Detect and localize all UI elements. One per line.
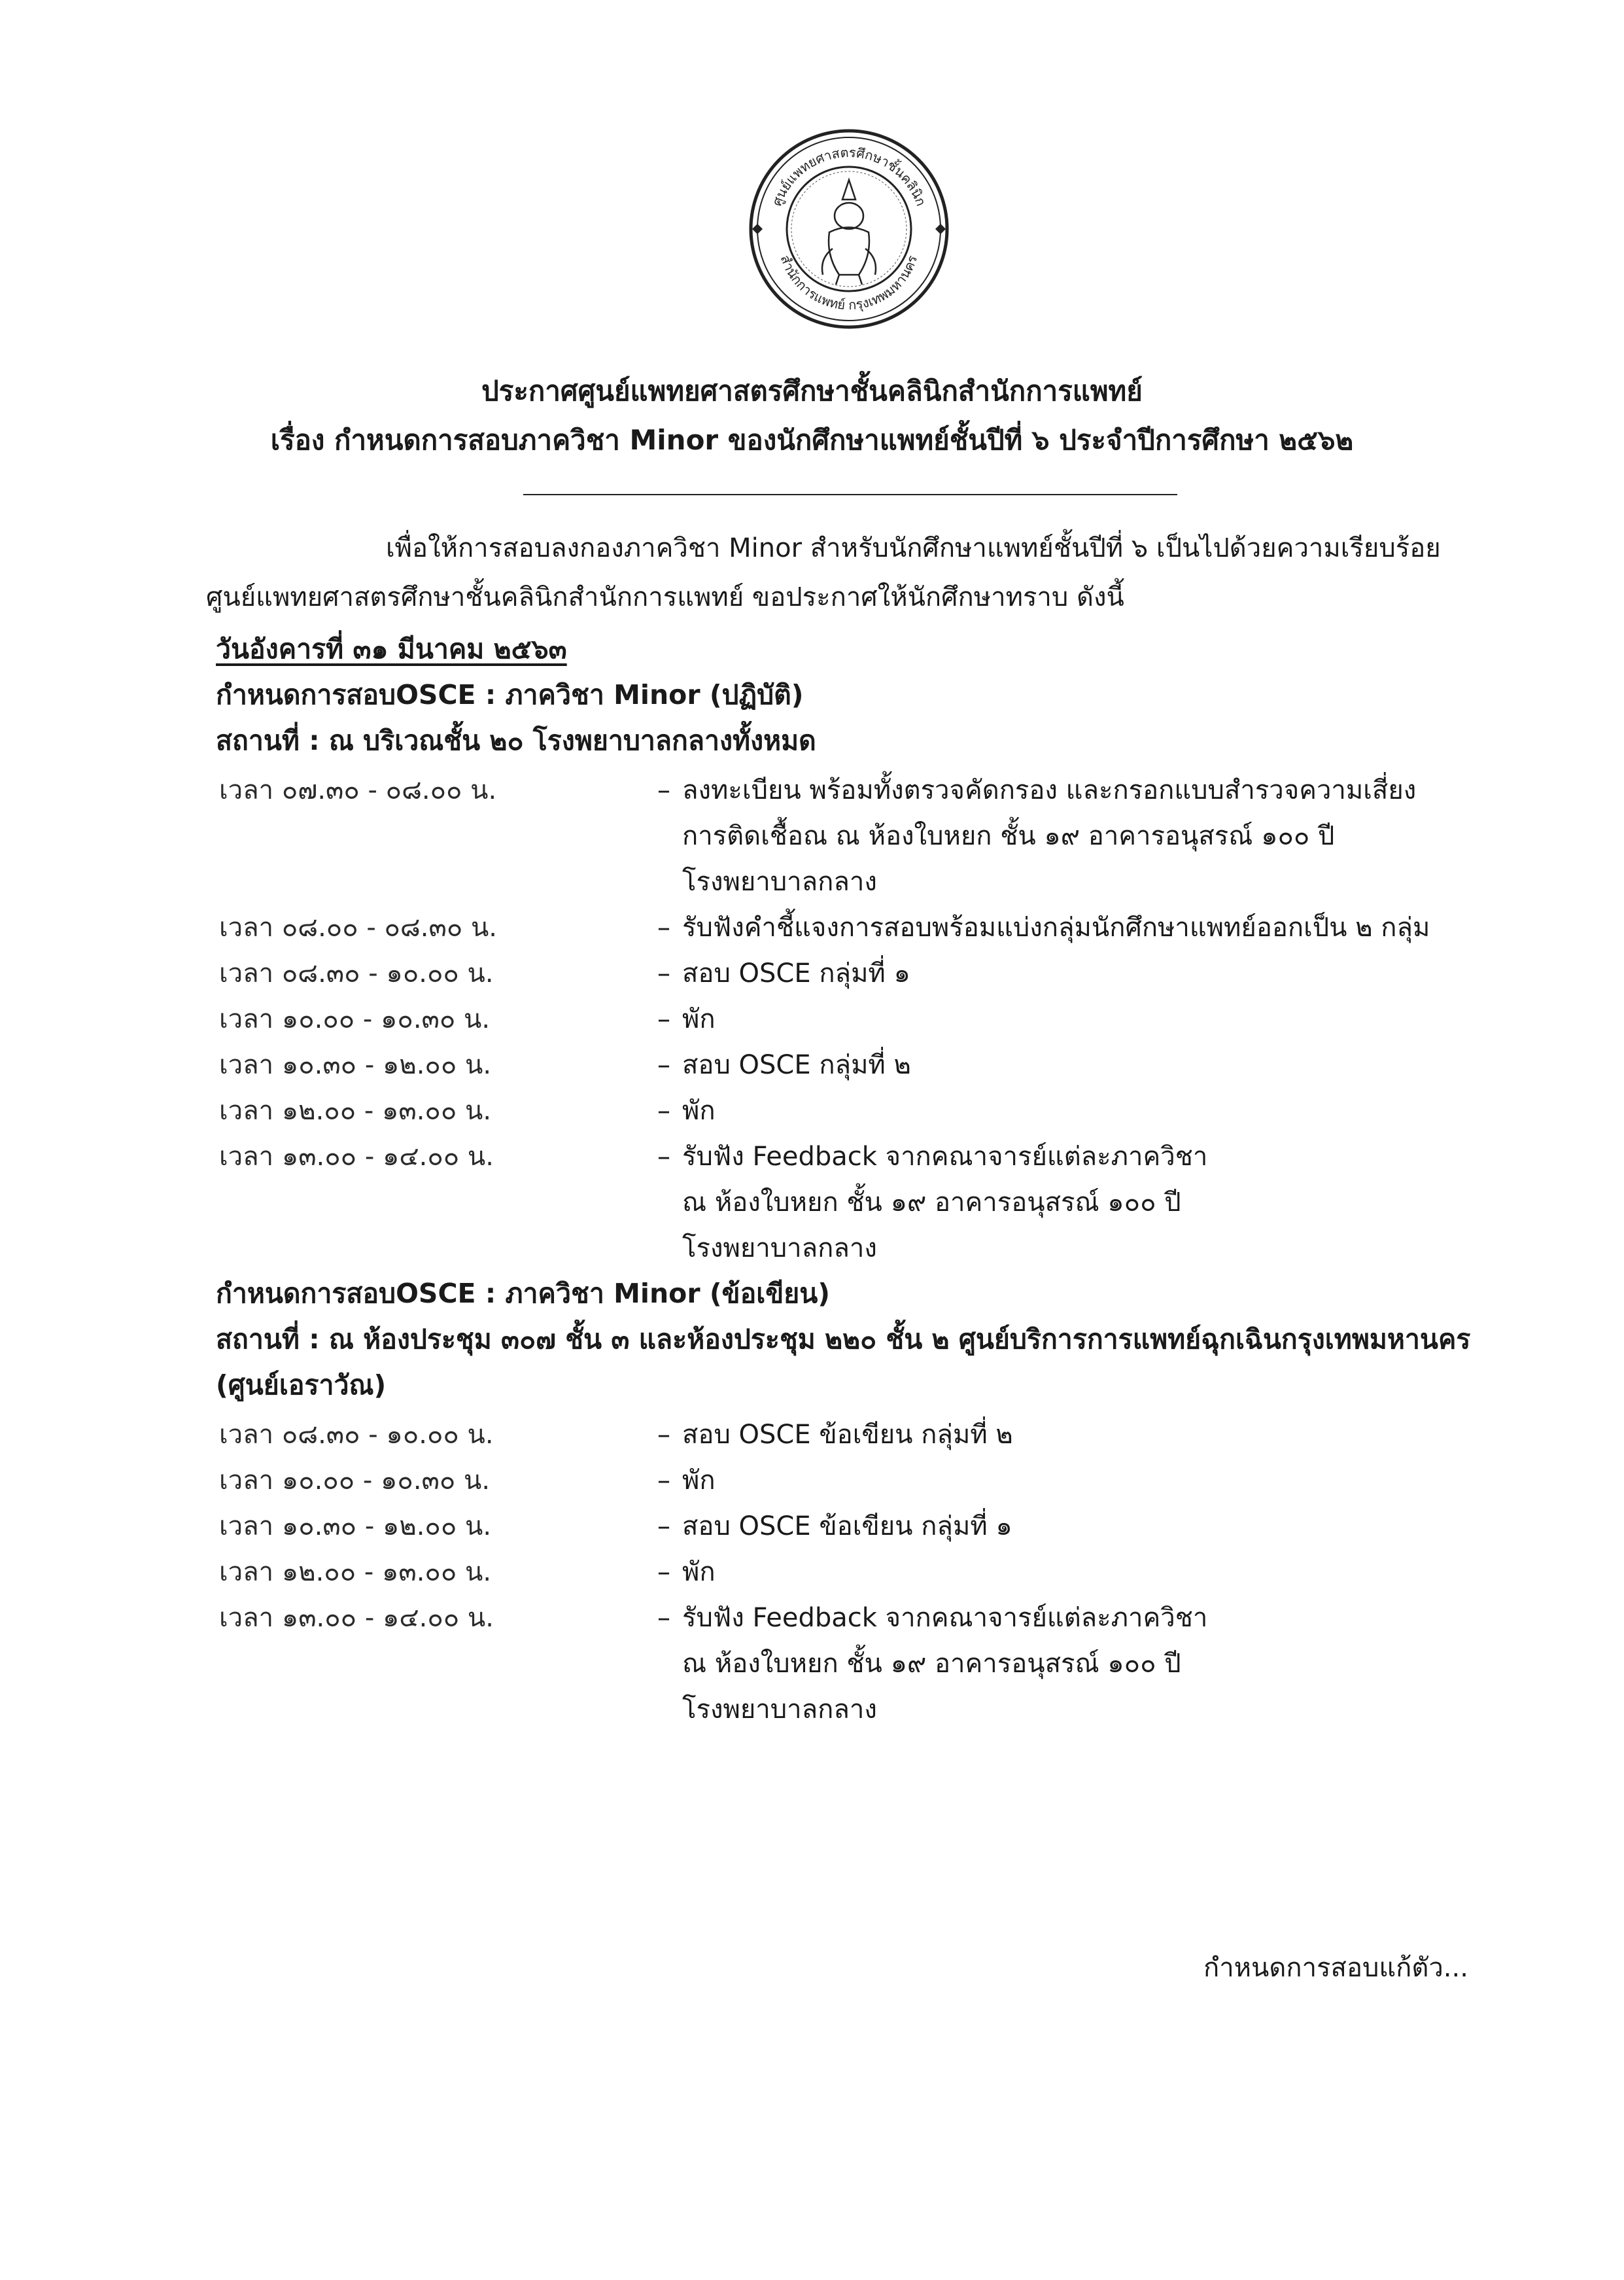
deity-emblem-icon: [822, 180, 876, 285]
practical-heading: กำหนดการสอบOSCE : ภาควิชา Minor (ปฏิบัติ): [216, 679, 804, 710]
dash: –: [657, 1096, 670, 1126]
schedule-desc: [657, 1413, 1013, 1455]
schedule-time: เวลา ๑๒.๐๐ - ๑๓.๐๐ น.: [219, 1557, 492, 1587]
schedule-desc-cont: โรงพยาบาลกลาง: [682, 867, 877, 897]
schedule-desc: [657, 1459, 716, 1501]
dash: –: [657, 1004, 670, 1034]
dash: –: [657, 1050, 670, 1080]
intro-line-1: เพื่อให้การสอบลงกองภาควิชา Minor สำหรับนักศึกษาแพทย์ชั้นปีที่ ๖ เป็นไปด้วยความเรียบร้อย: [386, 533, 1441, 563]
dash: –: [657, 913, 670, 943]
schedule-desc: [657, 998, 716, 1040]
schedule-desc-text: สอบ OSCE ข้อเขียน กลุ่มที่ ๑: [682, 1511, 1012, 1541]
dash: –: [657, 1420, 670, 1450]
continued-footer: กำหนดการสอบแก้ตัว...: [1203, 1953, 1468, 1983]
dash: –: [657, 775, 670, 805]
schedule-time: เวลา ๑๐.๓๐ - ๑๒.๐๐ น.: [219, 1511, 492, 1541]
schedule-desc-text: รับฟัง Feedback จากคณาจารย์แต่ละภาควิชา: [682, 1603, 1208, 1633]
schedule-desc-text: พัก: [682, 1096, 716, 1126]
schedule-desc: [657, 1044, 911, 1085]
announcement-subject: เรื่อง กำหนดการสอบภาควิชา Minor ของนักศึกษาแพทย์ชั้นปีที่ ๖ ประจำปีการศึกษา ๒๕๖๒: [270, 424, 1354, 456]
dash: –: [657, 1142, 670, 1172]
seal-top-text: ศูนย์แพทยศาสตรศึกษาชั้นคลินิก: [769, 144, 929, 209]
institution-seal: [738, 118, 960, 340]
date-heading: วันอังคารที่ ๓๑ มีนาคม ๒๕๖๓: [216, 633, 567, 665]
written-location-cont: (ศูนย์เอราวัณ): [216, 1369, 387, 1401]
schedule-desc: [657, 952, 910, 994]
schedule-desc-text: สอบ OSCE ข้อเขียน กลุ่มที่ ๒: [682, 1420, 1013, 1450]
written-heading: กำหนดการสอบOSCE : ภาควิชา Minor (ข้อเขียน): [216, 1278, 831, 1309]
schedule-desc-cont: โรงพยาบาลกลาง: [682, 1694, 877, 1725]
schedule-desc-text: สอบ OSCE กลุ่มที่ ๑: [682, 958, 910, 989]
dash: –: [657, 1465, 670, 1496]
schedule-desc: [657, 769, 1416, 811]
schedule-desc: [657, 1135, 1207, 1177]
schedule-time: เวลา ๐๗.๓๐ - ๐๘.๐๐ น.: [219, 775, 497, 805]
dash: –: [657, 1511, 670, 1541]
schedule-desc-cont: การติดเชื้อณ ณ ห้องใบหยก ชั้น ๑๙ อาคารอนุสรณ์ ๑๐๐ ปี: [682, 821, 1335, 851]
schedule-desc-cont: ณ ห้องใบหยก ชั้น ๑๙ อาคารอนุสรณ์ ๑๐๐ ปี: [682, 1187, 1181, 1218]
svg-text:สำนักการแพทย์ กรุงเทพมหานคร: [777, 253, 920, 313]
schedule-time: เวลา ๑๓.๐๐ - ๑๔.๐๐ น.: [219, 1603, 494, 1633]
dash: –: [657, 958, 670, 989]
schedule-desc-cont: ณ ห้องใบหยก ชั้น ๑๙ อาคารอนุสรณ์ ๑๐๐ ปี: [682, 1649, 1181, 1679]
schedule-time: เวลา ๑๐.๐๐ - ๑๐.๓๐ น.: [219, 1465, 491, 1496]
schedule-time: เวลา ๐๘.๓๐ - ๑๐.๐๐ น.: [219, 958, 494, 989]
schedule-desc-cont: โรงพยาบาลกลาง: [682, 1233, 877, 1263]
written-location: สถานที่ : ณ ห้องประชุม ๓๐๗ ชั้น ๓ และห้องประชุม ๒๒๐ ชั้น ๒ ศูนย์บริการการแพทย์ฉุกเฉินกรุงเทพมหานคร: [216, 1324, 1471, 1355]
schedule-desc-text: พัก: [682, 1557, 716, 1587]
dash: –: [657, 1603, 670, 1633]
schedule-desc-text: รับฟังคำชี้แจงการสอบพร้อมแบ่งกลุ่มนักศึกษาแพทย์ออกเป็น ๒ กลุ่ม: [682, 913, 1430, 943]
schedule-time: เวลา ๑๓.๐๐ - ๑๔.๐๐ น.: [219, 1142, 494, 1172]
schedule-desc-text: พัก: [682, 1465, 716, 1496]
practical-location: สถานที่ : ณ บริเวณชั้น ๒๐ โรงพยาบาลกลางทั้งหมด: [216, 725, 816, 756]
dash: –: [657, 1557, 670, 1587]
title-divider: [523, 494, 1177, 495]
schedule-time: เวลา ๐๘.๐๐ - ๐๘.๓๐ น.: [219, 913, 498, 943]
schedule-desc-text: ลงทะเบียน พร้อมทั้งตรวจคัดกรอง และกรอกแบบสำรวจความเสี่ยง: [682, 775, 1417, 805]
schedule-desc: [657, 1089, 716, 1131]
intro-line-2: ศูนย์แพทยศาสตรศึกษาชั้นคลินิกสำนักการแพทย์ ขอประกาศให้นักศึกษาทราบ ดังนี้: [206, 582, 1124, 612]
schedule-desc: [657, 1505, 1012, 1547]
schedule-desc-text: รับฟัง Feedback จากคณาจารย์แต่ละภาควิชา: [682, 1142, 1208, 1172]
schedule-time: เวลา ๑๐.๓๐ - ๑๒.๐๐ น.: [219, 1050, 492, 1080]
schedule-desc: [657, 1596, 1207, 1638]
schedule-desc-text: พัก: [682, 1004, 716, 1034]
announcement-title: ประกาศศูนย์แพทยศาสตรศึกษาชั้นคลินิกสำนักการแพทย์: [481, 375, 1143, 407]
schedule-desc: [657, 906, 1430, 948]
schedule-time: เวลา ๑๒.๐๐ - ๑๓.๐๐ น.: [219, 1096, 492, 1126]
schedule-desc-text: สอบ OSCE กลุ่มที่ ๒: [682, 1050, 911, 1080]
schedule-desc: [657, 1551, 716, 1592]
seal-bottom-text: สำนักการแพทย์ กรุงเทพมหานคร: [777, 253, 921, 313]
schedule-time: เวลา ๑๐.๐๐ - ๑๐.๓๐ น.: [219, 1004, 491, 1034]
schedule-time: เวลา ๐๘.๓๐ - ๑๐.๐๐ น.: [219, 1420, 494, 1450]
